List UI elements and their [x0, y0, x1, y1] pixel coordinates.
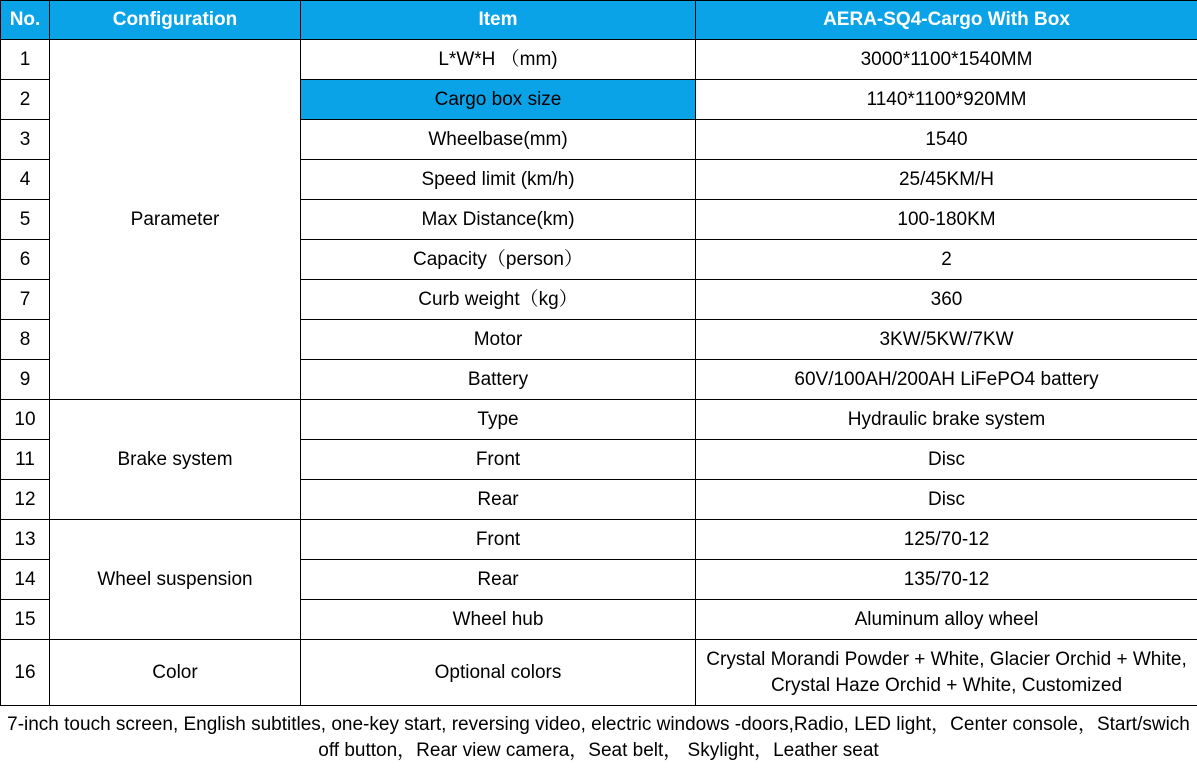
group-brake-system: Brake system — [50, 400, 301, 520]
row-number: 4 — [1, 160, 50, 200]
row-number: 1 — [1, 40, 50, 80]
row-value: 125/70-12 — [696, 520, 1197, 560]
row-item-highlighted: Cargo box size — [301, 80, 696, 120]
row-item: Capacity（person） — [301, 240, 696, 280]
row-number: 2 — [1, 80, 50, 120]
row-value: 60V/100AH/200AH LiFePO4 battery — [696, 360, 1197, 400]
features-note: 7-inch touch screen, English subtitles, one-key start, reversing video, electric windows -doors,Radio, LED light，Center console，Start/swich off button，Rear view camera，Seat belt， Skylight，Leather seat — [7, 714, 1190, 761]
row-item: L*W*H （mm) — [301, 40, 696, 80]
row-value: 100-180KM — [696, 200, 1197, 240]
row-value: Crystal Morandi Powder + White, Glacier Orchid + White, Crystal Haze Orchid + White, Customized — [696, 640, 1197, 706]
row-value: Disc — [696, 440, 1197, 480]
row-value: Aluminum alloy wheel — [696, 600, 1197, 640]
header-model: AERA-SQ4-Cargo With Box — [696, 1, 1197, 40]
group-wheel-suspension: Wheel suspension — [50, 520, 301, 640]
row-value: Hydraulic brake system — [696, 400, 1197, 440]
row-item: Rear — [301, 480, 696, 520]
row-value: 25/45KM/H — [696, 160, 1197, 200]
row-number: 3 — [1, 120, 50, 160]
header-no: No. — [1, 1, 50, 40]
row-value: Disc — [696, 480, 1197, 520]
group-color: Color — [50, 640, 301, 706]
row-value: 1540 — [696, 120, 1197, 160]
row-number: 16 — [1, 640, 50, 706]
row-item: Speed limit (km/h) — [301, 160, 696, 200]
row-value: 2 — [696, 240, 1197, 280]
row-number: 13 — [1, 520, 50, 560]
row-value: 360 — [696, 280, 1197, 320]
row-value: 135/70-12 — [696, 560, 1197, 600]
row-number: 14 — [1, 560, 50, 600]
row-item: Wheel hub — [301, 600, 696, 640]
row-value: 1140*1100*920MM — [696, 80, 1197, 120]
row-item: Rear — [301, 560, 696, 600]
row-item: Wheelbase(mm) — [301, 120, 696, 160]
group-parameter: Parameter — [50, 40, 301, 400]
table-row — [1, 640, 1197, 706]
row-value: 3000*1100*1540MM — [696, 40, 1197, 80]
row-number: 9 — [1, 360, 50, 400]
row-number: 10 — [1, 400, 50, 440]
table-row — [1, 520, 1197, 560]
row-number: 7 — [1, 280, 50, 320]
header-configuration: Configuration — [50, 1, 301, 40]
row-number: 15 — [1, 600, 50, 640]
row-number: 5 — [1, 200, 50, 240]
row-number: 6 — [1, 240, 50, 280]
header-row — [1, 1, 1197, 40]
row-item: Battery — [301, 360, 696, 400]
row-item: Type — [301, 400, 696, 440]
table-row — [1, 40, 1197, 80]
row-item: Max Distance(km) — [301, 200, 696, 240]
header-item: Item — [301, 1, 696, 40]
row-number: 8 — [1, 320, 50, 360]
row-item: Front — [301, 520, 696, 560]
row-value: 3KW/5KW/7KW — [696, 320, 1197, 360]
row-number: 11 — [1, 440, 50, 480]
row-item: Optional colors — [301, 640, 696, 706]
row-item: Front — [301, 440, 696, 480]
row-item: Motor — [301, 320, 696, 360]
row-number: 12 — [1, 480, 50, 520]
table-row — [1, 400, 1197, 440]
row-item: Curb weight（kg） — [301, 280, 696, 320]
